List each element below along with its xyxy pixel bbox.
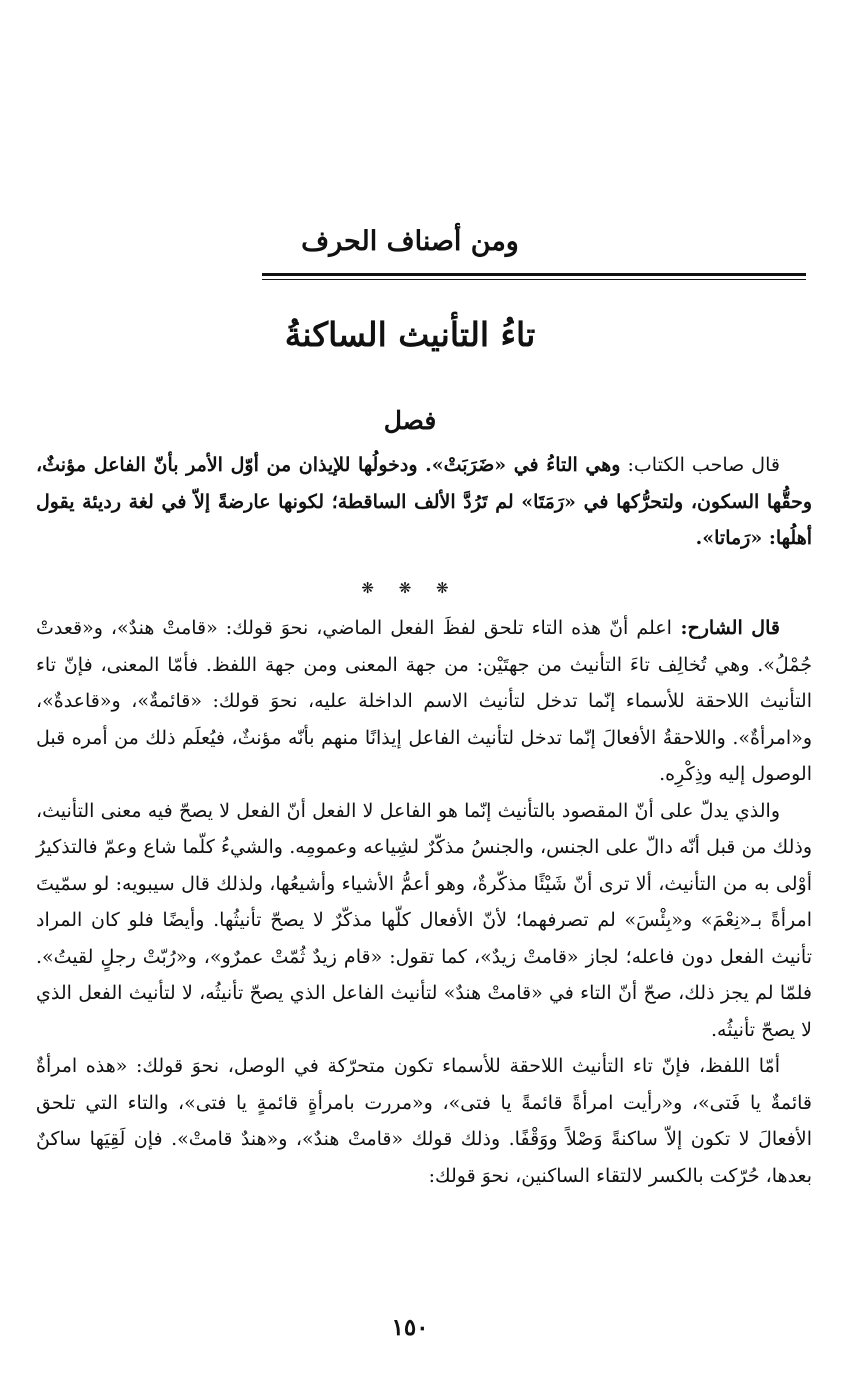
commentary-text-1: اعلم أنّ هذه التاء تلحق لفظَ الفعل الماضي، نحوَ قولك: «قامتْ هندٌ»، و«قعدتْ جُمْلُ». وهي تُخالِف تاءَ التأنيث من جهتَيْن: من جهة المعنى ومن جهة اللفظ. فأمّا المعنى، فإنّ تاء التأنيث اللاحقة للأسماء إنّما تدخل لتأنيث الاسم الداخلة عليه، نحوَ قولك: «قائمةٌ»، و«قاعدةٌ»، و«امرأةٌ». واللاحقةُ الأفعالَ إنّما تدخل لتأنيث الفاعل إيذانًا منهم بأنّه مؤنثٌ، فيُعلَم ذلك من أمره قبل الوصول إليه وذِكْرِه.: [36, 617, 812, 785]
title-rule-thick: [262, 273, 806, 276]
chapter-title: ومن أصناف الحرف: [301, 226, 519, 257]
commentary-paragraph-3: أمّا اللفظ، فإنّ تاء التأنيث اللاحقة للأسماء تكون متحرّكة في الوصل، نحوَ قولك: «هذه امرأةٌ قائمةٌ يا فَتى»، و«رأيت امرأةً قائمةً يا فتى»، و«مررت بامرأةٍ قائمةٍ يا فتى»، والتاء التي تلحق الأفعالَ لا تكون إلاّ ساكنةً وَصْلاً ووَقْفًا. وذلك قولك «قامتْ هندٌ»، و«هندٌ قامتْ». فإن لَقِيَها ساكنٌ بعدها، حُرّكت بالكسر لالتقاء الساكنين، نحوَ قولك:: [36, 1055, 812, 1187]
main-text: [36, 447, 812, 557]
title-rule-thin: [262, 279, 806, 280]
section-title: تاءُ التأنيث الساكنةُ: [284, 315, 536, 354]
page-number: ١٥٠: [391, 1314, 429, 1341]
commentary-lead: قال الشارح:: [671, 617, 780, 639]
main-text-lead: قال صاحب الكتاب:: [620, 454, 780, 476]
main-text-body: وهي التاءُ في «ضَرَبَتْ». ودخولُها للإيذان من أوّل الأمر بأنّ الفاعل مؤنثٌ، وحقُّها السكون، ولتحرُّكها في «رَمَتَا» لم تَرُدَّ الألف الساقطة؛ لكونها عارضةً إلاّ في لغة رديئة يقول أهلُها: «رَماتا».: [36, 454, 812, 549]
section-separator: ❋ ❋ ❋: [361, 579, 459, 597]
subsection-title: فصل: [383, 406, 437, 435]
commentary-paragraph-1: [36, 610, 812, 793]
commentary-paragraph-2: والذي يدلّ على أنّ المقصود بالتأنيث إنّما هو الفاعل لا الفعل أنّ الفعل لا يصحّ فيه معنى التأنيث، وذلك من قبل أنّه دالّ على الجنس، والجنسُ مذكّرٌ لشِياعه وعمومِه. والشيءُ كلّما شاع وعمّ فالتذكيرُ أوْلى به من التأنيث، ألا ترى أنّ شَيْئًا مذكّرةٌ، وهو أعمُّ الأشياء وأشيعُها، ولذلك قال سيبويه: لو سمّيتَ امرأةً بـ«نِعْمَ» و«بِئْسَ» لم تصرفهما؛ لأنّ الأفعال كلّها مذكّرٌ لا يصحّ تأنيثُها. وأيضًا فلو كان المراد تأنيث الفعل دون فاعله؛ لجاز «قامتْ زيدٌ»، كما تقول: «قام زيدٌ ثُمّتْ عمرٌو»، و«رُبّتْ رجلٍ لقيتُ». فلمّا لم يجز ذلك، صحّ أنّ التاء في «قامتْ هندٌ» لتأنيث الفاعل الذي يصحّ تأنيثُه، لا لتأنيث الفعل الذي لا يصحّ تأنيثُه.: [36, 799, 812, 1041]
main-text-paragraph: [36, 447, 812, 557]
commentary: [36, 610, 812, 1194]
